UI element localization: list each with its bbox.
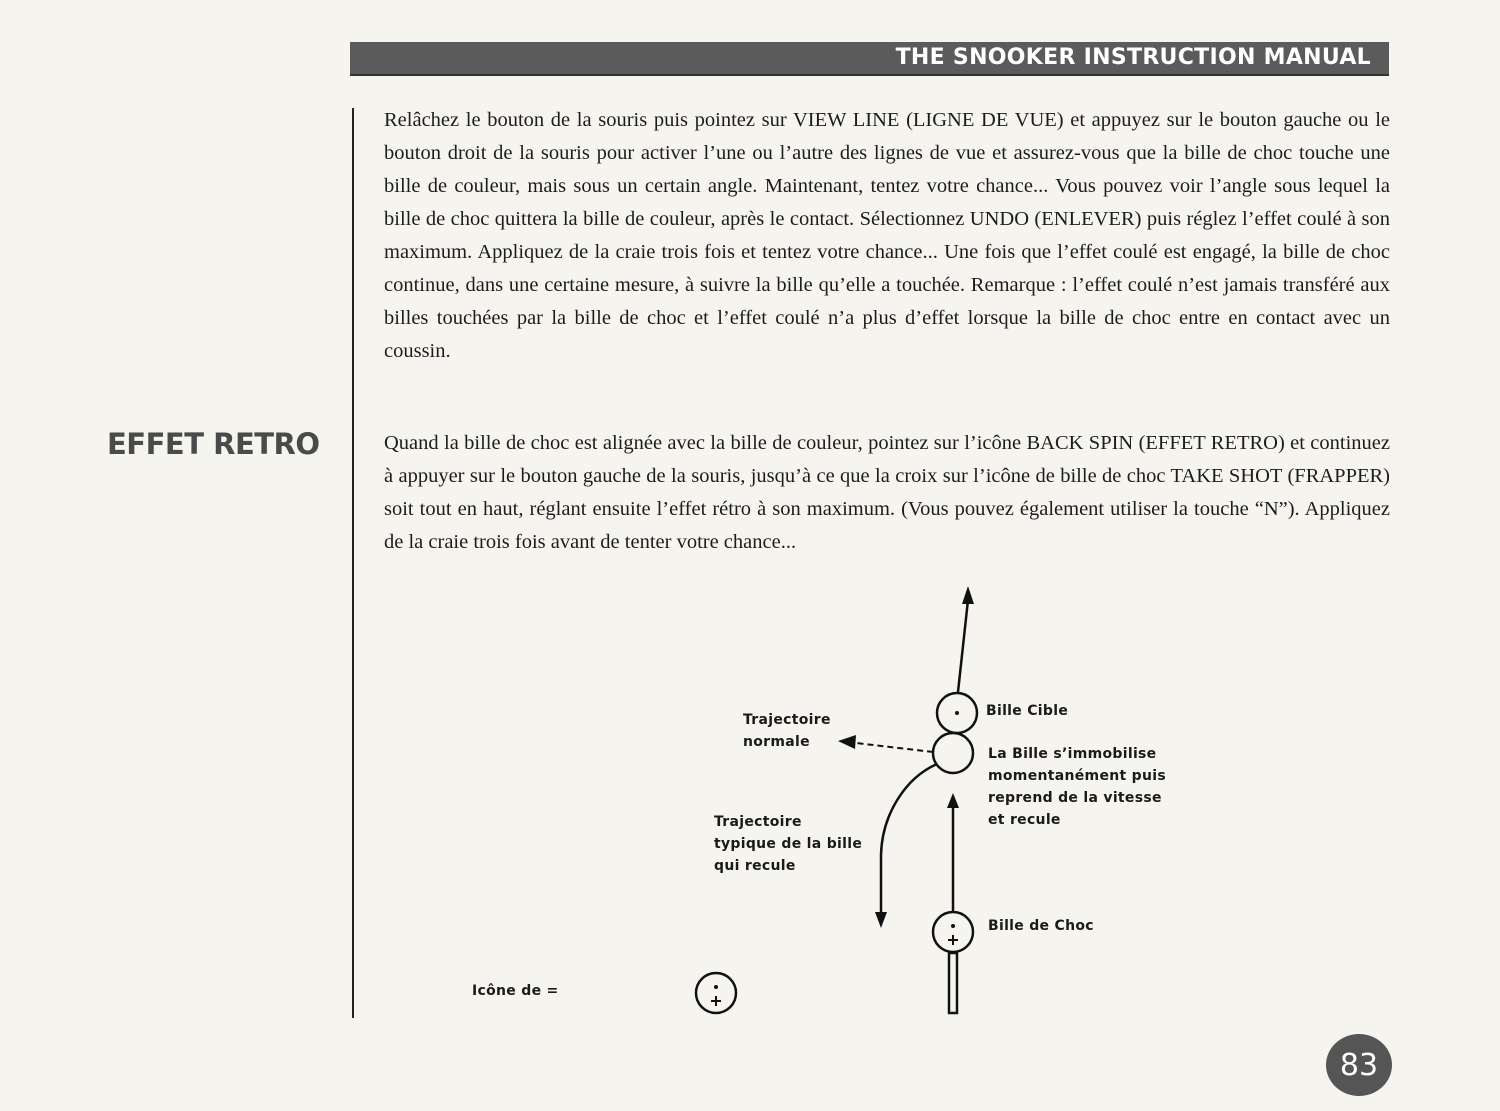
- cue-ball-icon: [696, 973, 736, 1013]
- cue-ball: [933, 912, 973, 952]
- normal-path-label: Trajectoire normale: [743, 712, 831, 750]
- manual-title: THE SNOOKER INSTRUCTION MANUAL: [895, 45, 1371, 70]
- recoil-path-curve: [881, 764, 937, 912]
- target-path-line: [958, 600, 968, 692]
- pause-note-label: La Bille s’immobilise momentanément puis reprend de la vitesse et recule: [988, 746, 1166, 828]
- page-number: 83: [1326, 1034, 1392, 1096]
- back-spin-paragraph: Quand la bille de choc est alignée avec la bille de couleur, pointez sur l’icône BACK SPIN (EFFET RETRO) et continuez à appuyer sur le bouton gauche de la souris, jusqu’à ce que la croix sur l’icône de bille de choc TAKE SHOT (FRAPPER) soit tout en haut, réglant ensuite l’effet rétro à son maximum. (Vous pouvez également utiliser la touche “N”). Appliquez de la craie trois fois avant de tenter votre chance...: [384, 432, 1390, 553]
- cue-path-arrowhead: [947, 793, 959, 808]
- target-ball-dot: [955, 711, 959, 715]
- intro-paragraph: Relâchez le bouton de la souris puis pointez sur VIEW LINE (LIGNE DE VUE) et appuyez sur le bouton gauche ou le bouton droit de la souris pour activer l’une ou l’autre des lignes de vue et assurez-vous que la bille de choc touche une bille de couleur, mais sous un certain angle. Maintenant, tentez votre chance... Vous pouvez voir l’angle sous lequel la bille de choc quittera la bille de couleur, après le contact. Sélectionnez UNDO (ENLEVER) puis réglez l’effet coulé à son maximum. Appliquez de la craie trois fois et tentez votre chance... Une fois que l’effet coulé est engagé, la bille de choc continue, dans une certaine mesure, à suivre la bille qu’elle a touchée. Remarque : l’effet coulé n’est jamais transféré aux billes touchées par la bille de choc et l’effet coulé n’a plus d’effet lorsque la bille de choc entre en contact avec un coussin.: [384, 109, 1390, 362]
- target-ball-label: Bille Cible: [986, 703, 1069, 719]
- cue-ball-dot: [951, 924, 955, 928]
- normal-path-line: [856, 743, 933, 752]
- target-path-arrowhead: [962, 586, 974, 604]
- recoil-path-arrowhead: [875, 912, 887, 928]
- cue-stick: [949, 953, 957, 1013]
- normal-path-arrowhead: [838, 735, 856, 749]
- section-heading: EFFET RETRO: [107, 427, 320, 461]
- icon-label: Icône de =: [472, 983, 559, 999]
- cue-ball-label: Bille de Choc: [988, 918, 1094, 934]
- recoil-path-label: Trajectoire typique de la bille qui recule: [714, 814, 863, 874]
- paused-cue-ball: [933, 733, 973, 773]
